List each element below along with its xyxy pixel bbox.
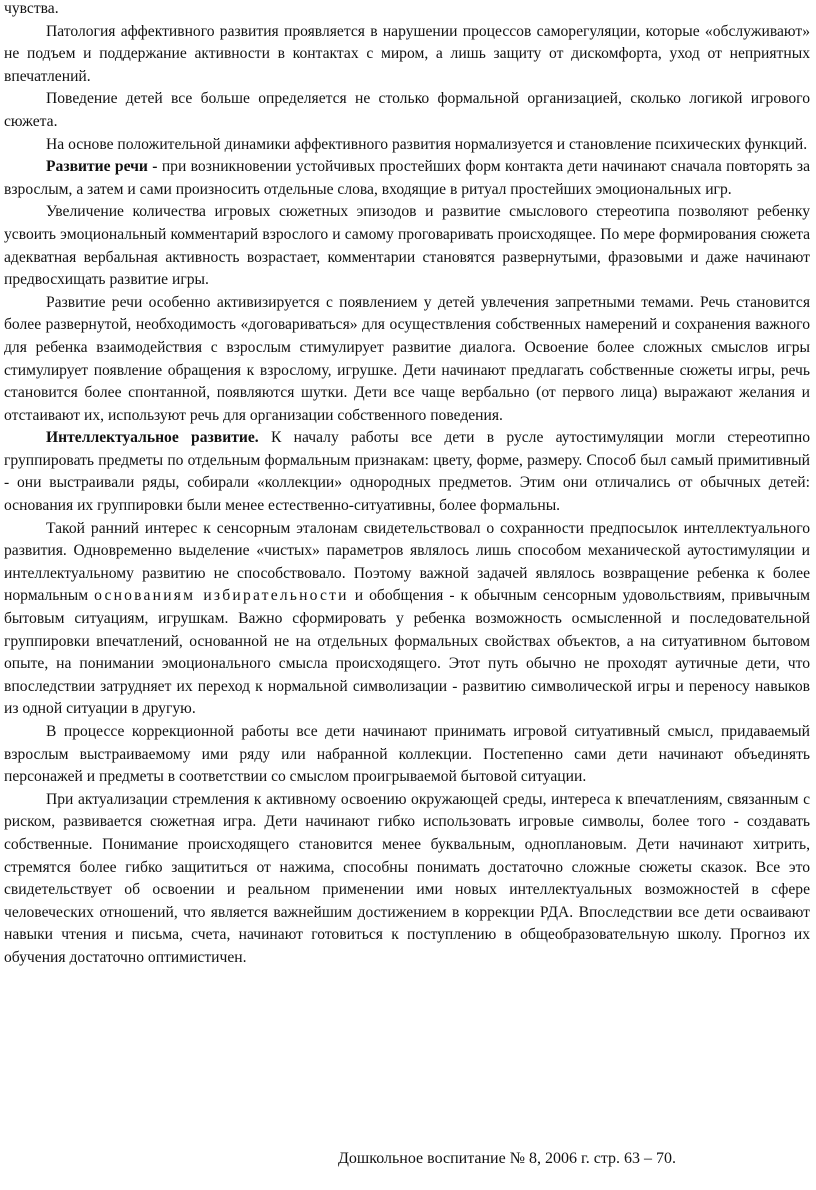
paragraph-continuation: чувства. bbox=[4, 0, 59, 17]
paragraph-play-episodes: Увеличение количества игровых сюжетных эпизодов и развитие смыслового стереотипа позволяют ребенку усвоить эмоциональный комментарий взрослого и самому проговаривать происходящее. По мере формирования сюжета адекватная вербальная активность возрастает, комментарии становятся развернутыми, фразовыми и даже начинают предвосхищать развитие игры. bbox=[4, 203, 810, 289]
body-text bbox=[4, 0, 810, 970]
paragraph-positive-dynamics: На основе положительной динамики аффективного развития нормализуется и становление психических функций. bbox=[46, 135, 808, 153]
paragraph-intellectual-development: Интеллектуальное развитие. К началу работы все дети в русле аутостимуляции могли стереотипно группировать предметы по отдельным формальным признакам: цвету, форме, размеру. Способ был самый примитивный - они выстраивали ряды, собирали «коллекции» однородных предметов. Этим они отличались от обычных детей: основания их группировки были менее естественно-ситуативны, более формальны. bbox=[4, 429, 811, 515]
paragraph-speech-development: Развитие речи - при возникновении устойчивых простейших форм контакта дети начинают сначала повторять за взрослым, а затем и сами произносить отдельные слова, входящие в ритуал простейших эмоциональных игр. bbox=[4, 158, 810, 198]
heading-intellectual-development: Интеллектуальное развитие. bbox=[46, 429, 259, 447]
paragraph-plot-play: При актуализации стремления к активному освоению окружающей среды, интереса к впечатлениям, связанным с риском, развивается сюжетная игра. Дети начинают гибко использовать игровые символы, более того - создавать собственные. Понимание происходящего становится менее буквальным, одноплановым. Дети начинают хитрить, стремятся более гибко защититься от нажима, способны понимать достаточно сложные сюжеты сказок. Все это свидетельствует об освоении и реальном применении ими новых интеллектуальных возможностей в сфере человеческих отношений, что является важнейшим достижением в коррекции РДА. Впоследствии все дети осваивают навыки чтения и письма, счета, начинают готовиться к поступлению в общеобразовательную школу. Прогноз их обучения достаточно оптимистичен. bbox=[4, 790, 810, 966]
paragraph-affective-pathology: Патология аффективного развития проявляется в нарушении процессов саморегуляции, которые «обслуживают» не подъем и поддержание активности в контактах с миром, а лишь защиту от дискомфорта, уход от неприятных впечатлений. bbox=[4, 22, 810, 85]
paragraph-behavior: Поведение детей все больше определяется не столько формальной организацией, сколько логикой игрового сюжета. bbox=[4, 90, 810, 130]
paragraph-speech-activation: Развитие речи особенно активизируется с появлением у детей увлечения запретными темами. Речь становится более развернутой, необходимость «договариваться» для осуществления собственных намерений и сохранения важного для ребенка взаимодействия с взрослым стимулирует развитие диалога. Освоение более сложных смыслов игры стимулирует появление обращения к взрослому, игрушке. Дети начинают предлагать собственные сюжеты игры, речь становится более спонтанной, появляются шутки. Дети все чаще вербально (от первого лица) выражают желания и отстаивают их, используют речь для организации собственного поведения. bbox=[4, 293, 810, 424]
paragraph-sensory-standards: Такой ранний интерес к сенсорным эталонам свидетельствовал о сохранности предпосылок интеллектуального развития. Одновременно выделение «чистых» параметров являлось лишь способом механической аутостимуляции и интеллектуальному развитию не способствовало. Поэтому важной задачей являлось возвращение ребенка к более нормальным основаниям избирательности и обобщения - к обычным сенсорным удовольствиям, привычным бытовым ситуациям, игрушкам. Важно сформировать у ребенка возможность осмысленной и последовательной группировки впечатлений, основанной не на отдельных формальных свойствах объектов, а на ситуативном бытовом опыте, на понимании эмоционального смысла происходящего. Этот путь обычно не проходят аутичные дети, что впоследствии затрудняет их переход к нормальной символизации - развитию символической игры и переносу навыков из одной ситуации в другую. bbox=[4, 519, 811, 718]
paragraph-correction-work: В процессе коррекционной работы все дети начинают принимать игровой ситуативный смысл, придаваемый взрослым выстраиваемому ими ряду или набранной коллекции. Постепенно сами дети начинают объединять персонажей и предметы в соответствии со смыслом проигрываемой бытовой ситуации. bbox=[4, 723, 810, 786]
spaced-emphasis: основаниям избирательности bbox=[94, 587, 349, 605]
source-citation: Дошкольное воспитание № 8, 2006 г. стр. 63 – 70. bbox=[338, 1150, 677, 1167]
heading-speech-development: Развитие речи - bbox=[46, 158, 162, 176]
